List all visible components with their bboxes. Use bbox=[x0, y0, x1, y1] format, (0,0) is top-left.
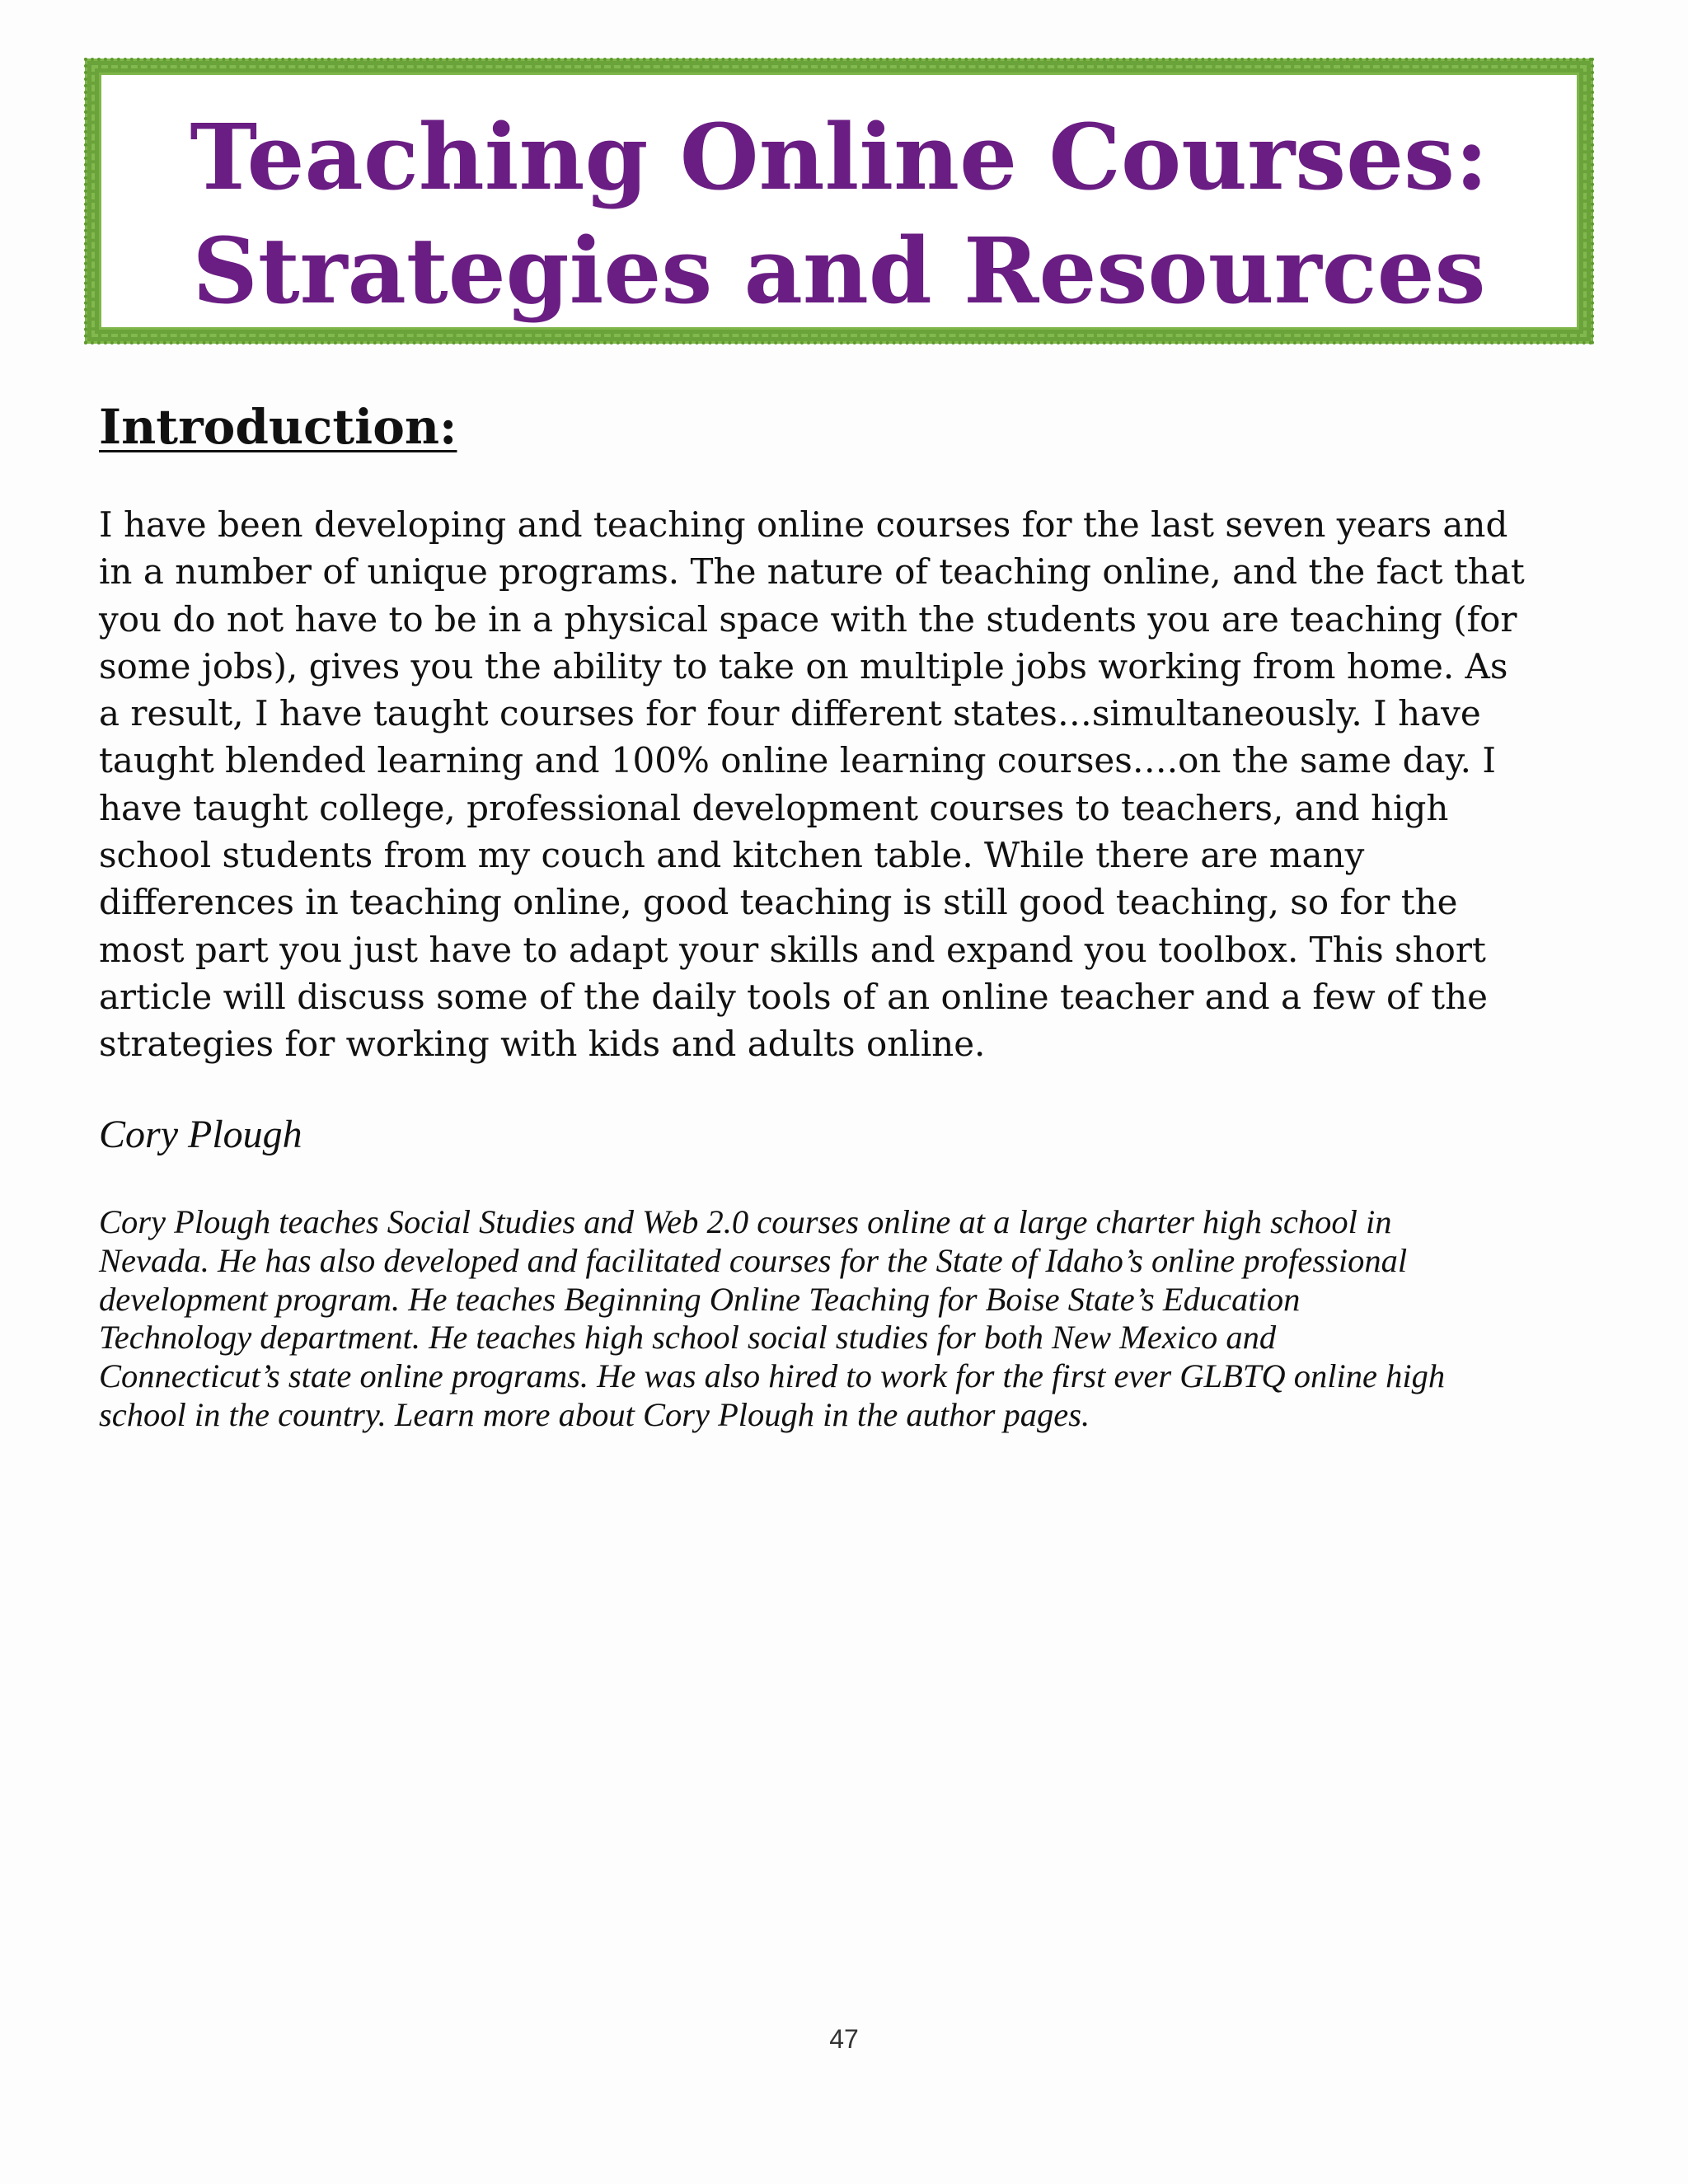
author-bio bbox=[99, 1203, 1607, 1435]
title-frame bbox=[87, 61, 1591, 341]
paragraph-line: most part you just have to adapt your skills and expand you toolbox. This short bbox=[99, 929, 1486, 970]
bio-line: Nevada. He has also developed and facilitated courses for the State of Idaho’s online professional bbox=[99, 1241, 1408, 1279]
paragraph-line: taught blended learning and 100% online learning courses….on the same day. I bbox=[99, 740, 1496, 781]
bio-line: Cory Plough teaches Social Studies and Web 2.0 courses online at a large charter high school in bbox=[99, 1203, 1392, 1240]
title-line: Strategies and Resources bbox=[192, 218, 1486, 324]
bio-line: Connecticut’s state online programs. He was also hired to work for the first ever GLBTQ online high bbox=[99, 1357, 1446, 1395]
page-title bbox=[99, 101, 1579, 328]
bio-line: development program. He teaches Beginning Online Teaching for Boise State’s Education bbox=[99, 1280, 1301, 1318]
paragraph-line: a result, I have taught courses for four different states…simultaneously. I have bbox=[99, 693, 1481, 734]
introduction-paragraph bbox=[99, 501, 1607, 1068]
bio-line: school in the country. Learn more about Cory Plough in the author pages. bbox=[99, 1395, 1090, 1433]
paragraph-line: you do not have to be in a physical space with the students you are teaching (for bbox=[99, 598, 1517, 640]
paragraph-line: I have been developing and teaching online courses for the last seven years and bbox=[99, 504, 1508, 545]
paragraph-line: differences in teaching online, good teaching is still good teaching, so for the bbox=[99, 882, 1458, 923]
bio-line: Technology department. He teaches high school social studies for both New Mexico and bbox=[99, 1319, 1277, 1357]
paragraph-line: article will discuss some of the daily tools of an online teacher and a few of the bbox=[99, 976, 1489, 1017]
author-name: Cory Plough bbox=[99, 1113, 302, 1156]
paragraph-line: in a number of unique programs. The nature of teaching online, and the fact that bbox=[99, 551, 1525, 593]
paragraph-line: strategies for working with kids and adults online. bbox=[99, 1024, 986, 1065]
paragraph-line: school students from my couch and kitchen table. While there are many bbox=[99, 835, 1365, 876]
title-line: Teaching Online Courses: bbox=[190, 104, 1489, 210]
paragraph-line: have taught college, professional development courses to teachers, and high bbox=[99, 787, 1449, 828]
introduction-heading: Introduction: bbox=[99, 399, 457, 455]
page-number: 47 bbox=[829, 2024, 859, 2054]
paragraph-line: some jobs), gives you the ability to take on multiple jobs working from home. As bbox=[99, 645, 1508, 687]
